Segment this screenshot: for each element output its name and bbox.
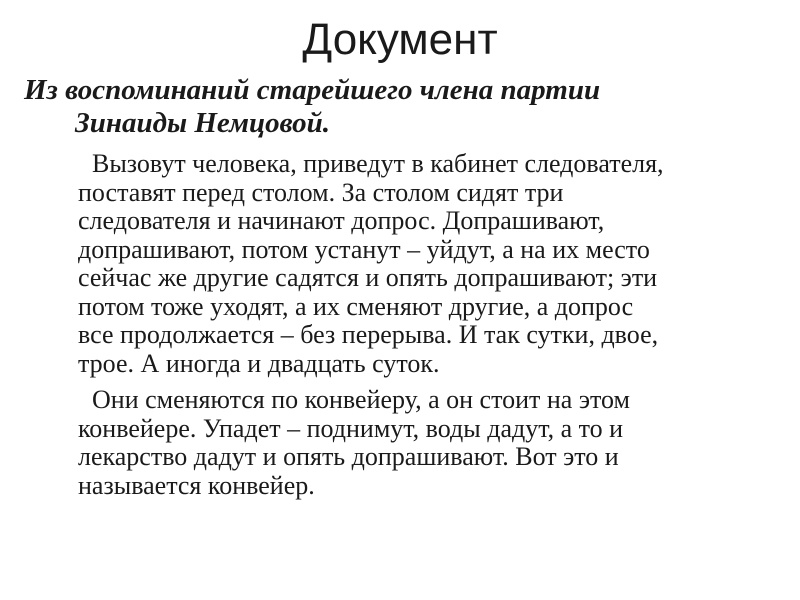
paragraph-line: лекарство дадут и опять допрашивают. Вот это и [78,442,619,471]
paragraph-line: называется конвейер. [78,470,315,500]
paragraph-line: трое. А иногда и двадцать суток. [78,348,440,378]
paragraph-line: допрашивают, потом устанут – уйдут, а на их место [78,234,650,264]
paragraph-line: конвейере. Упадет – поднимут, воды дадут, а то и [78,413,624,443]
slide-title: Документ [302,15,498,64]
slide-subtitle [24,74,784,140]
subtitle-line: Зинаиды Немцовой. [75,107,331,139]
paragraph-line: все продолжается – без перерыва. И так сутки, двое, [78,320,659,349]
subtitle-line: Из воспоминаний старейшего члена партии [24,74,601,106]
paragraph [78,150,778,378]
paragraph-line: потом тоже уходят, а их сменяют другие, а допрос [78,291,634,321]
paragraph-line: Они сменяются по конвейеру, а он стоит на этом [92,385,630,414]
document-body [78,150,778,500]
paragraph-line: следователя и начинают допрос. Допрашивают, [78,206,605,235]
paragraph-line: Вызовут человека, приведут в кабинет следователя, [92,149,664,178]
paragraph-line: сейчас же другие садятся и опять допрашивают; эти [78,263,658,292]
paragraph-line: поставят перед столом. За столом сидят три [78,177,564,207]
paragraph [78,386,778,500]
